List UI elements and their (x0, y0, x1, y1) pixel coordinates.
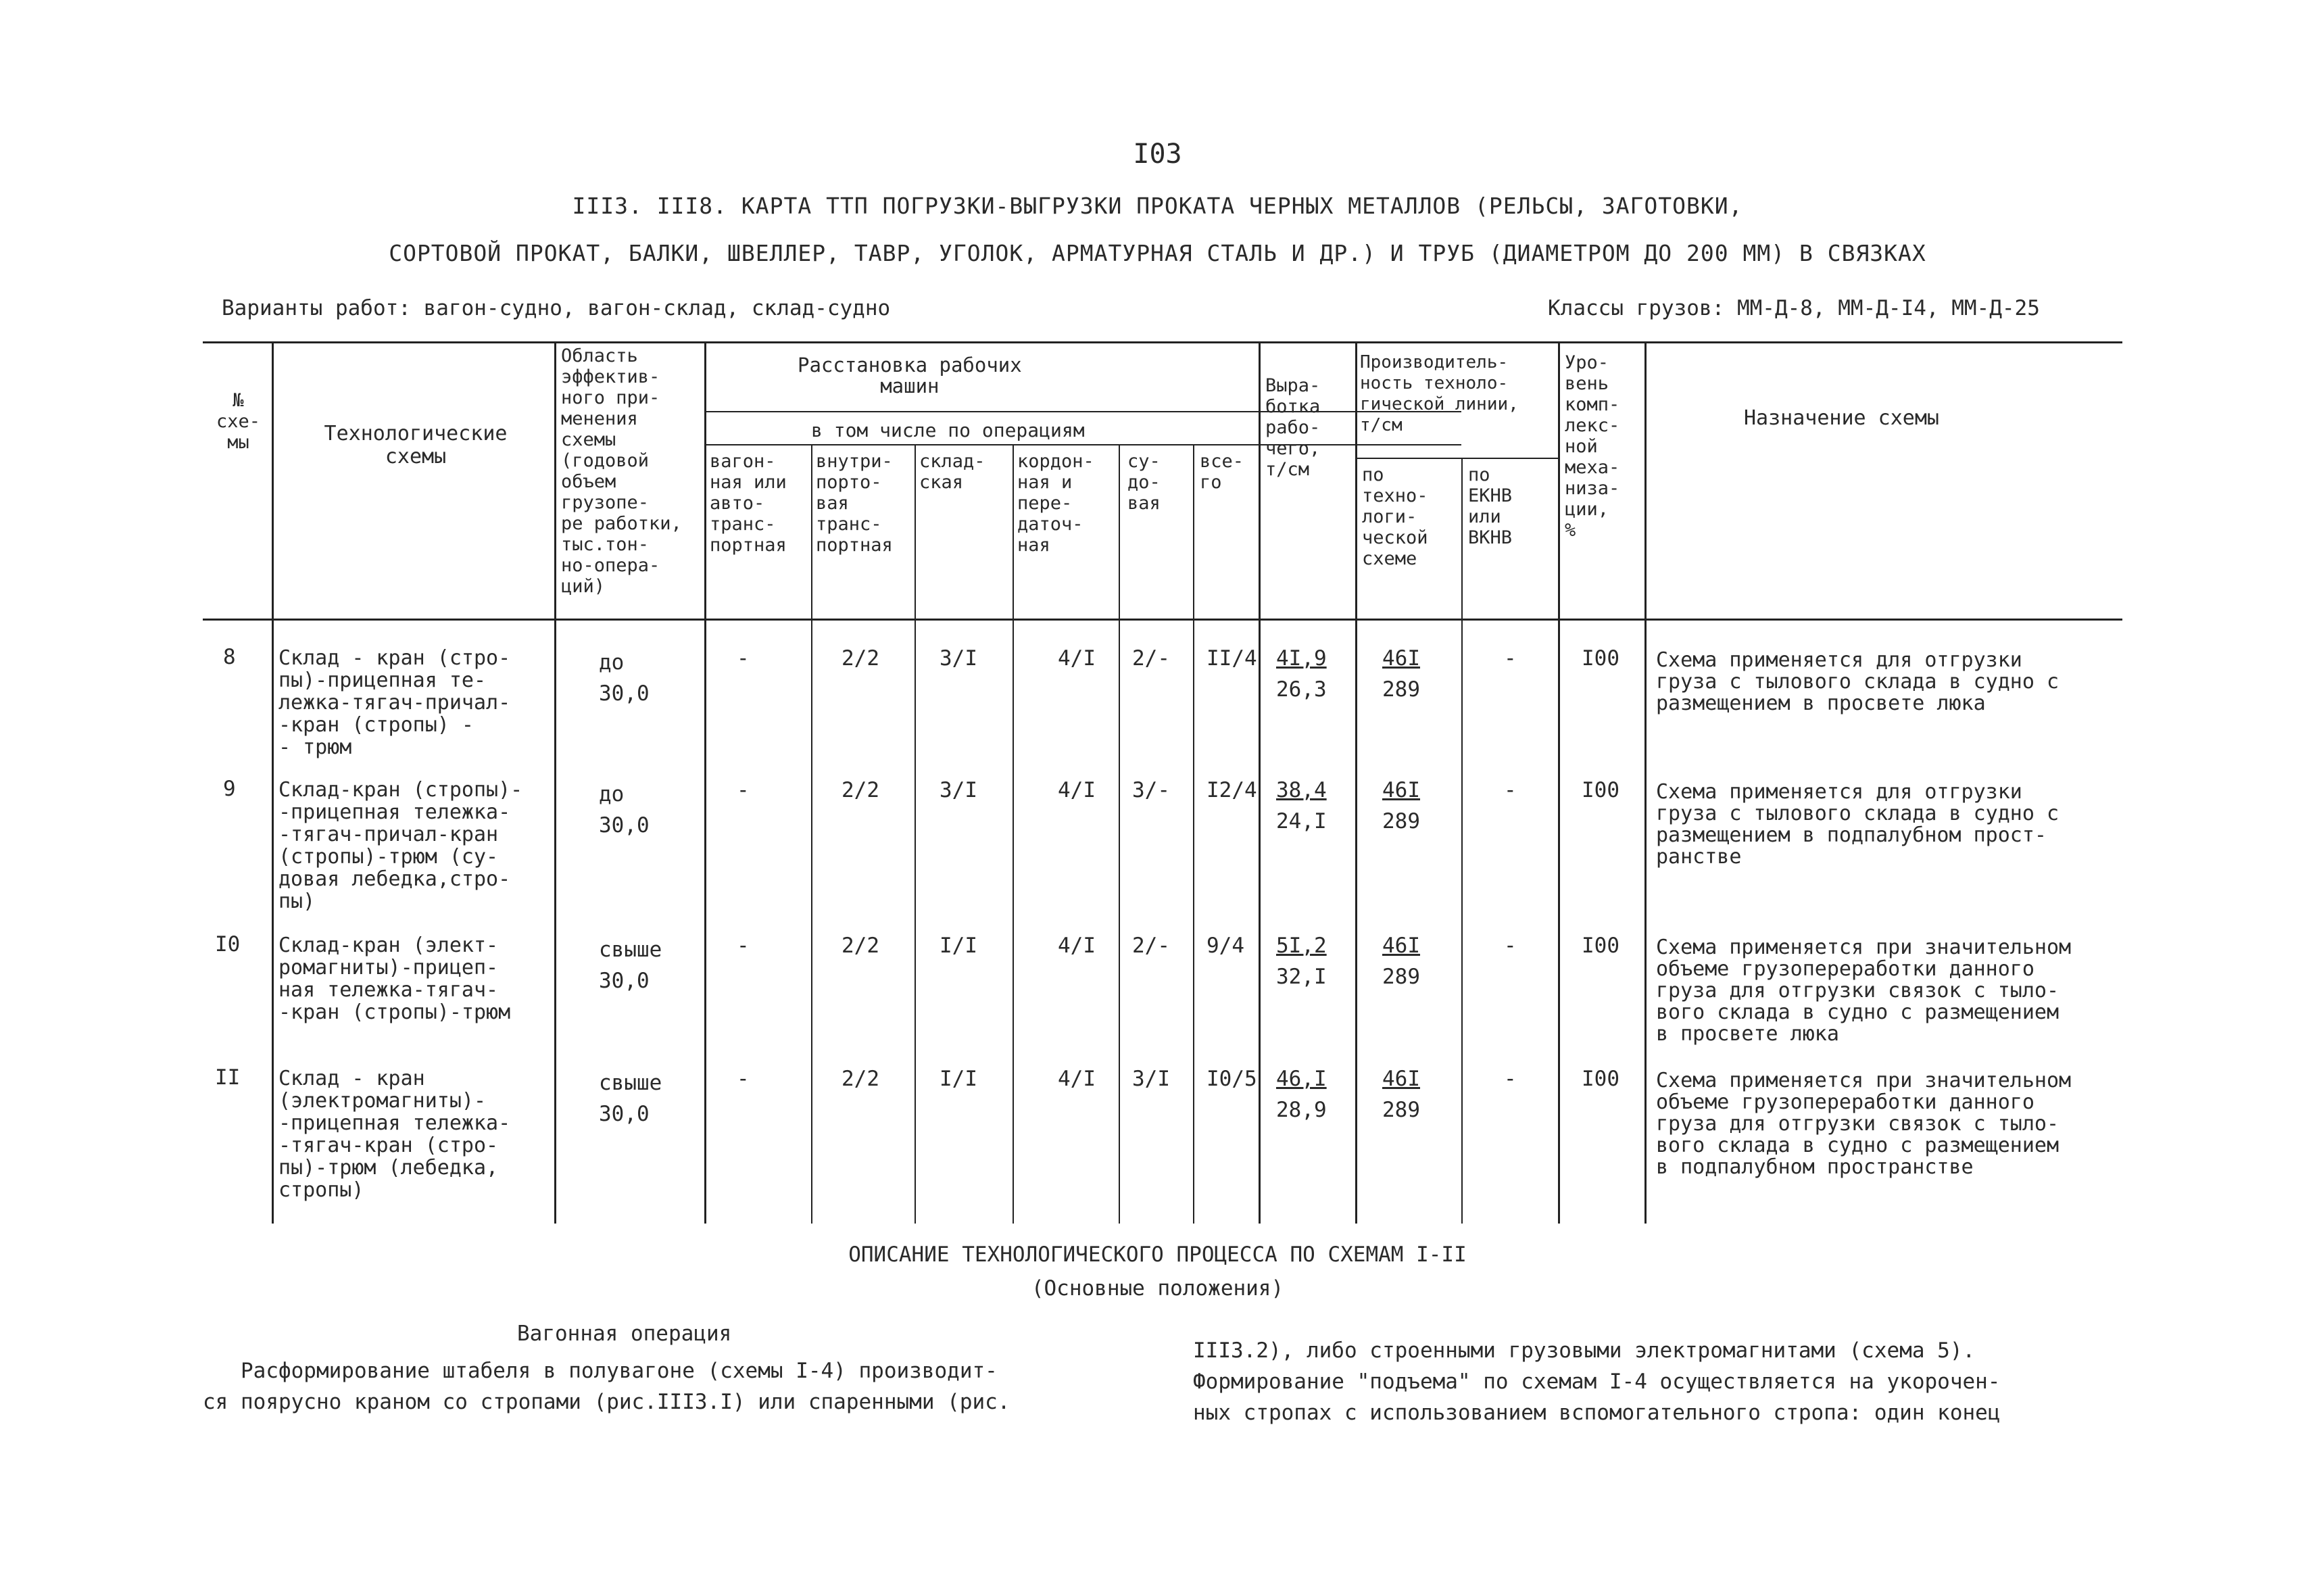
page-title-line-2: СОРТОВОЙ ПРОКАТ, БАЛКИ, ШВЕЛЛЕР, ТАВР, УГОЛОК, АРМАТУРНАЯ СТАЛЬ И ДР.) И ТРУБ (ДИАМЕТРОМ ДО 200 ММ) В СВЯЗКАХ (389, 240, 1926, 266)
col-rule-3 (704, 341, 706, 1224)
row-op-wagon: - (737, 778, 750, 802)
row-op-total: 9/4 (1207, 934, 1244, 958)
row-scheme-no: 9 (223, 777, 236, 801)
row-mech-level: I00 (1582, 778, 1619, 802)
page-number: I03 (1133, 139, 1182, 170)
col-rule-10 (1355, 341, 1357, 1224)
row-op-warehouse: I/I (940, 934, 977, 958)
row-purpose: Схема применяется для отгрузки груза с тылового склада в судно с размещением в просвете люка (1656, 648, 2060, 715)
description-subtitle: (Основные положения) (1031, 1276, 1284, 1301)
row-area: до 30,0 (599, 650, 650, 706)
row-area: до 30,0 (599, 782, 650, 838)
row-op-intraport: 2/2 (842, 1067, 879, 1091)
row-op-wagon: - (737, 934, 750, 958)
row-prod-bottom: 289 (1382, 1098, 1420, 1122)
header-op-cordon: кордон- ная и пере- даточ- ная (1017, 451, 1094, 556)
row-scheme-description: Склад-кран (элект- ромагниты)-прицеп- ная тележка-тягач- -кран (стропы)-трюм (278, 934, 511, 1024)
row-op-intraport: 2/2 (842, 778, 879, 802)
row-op-wagon: - (737, 646, 750, 671)
page-title-line-1: III3. III8. КАРТА ТТП ПОГРУЗКИ-ВЫГРУЗКИ ПРОКАТА ЧЕРНЫХ МЕТАЛЛОВ (РЕЛЬСЫ, ЗАГОТОВКИ, (572, 193, 1743, 219)
header-scheme-no: № схе- мы (216, 390, 261, 453)
col-rule-5 (915, 444, 916, 1224)
col-rule-13 (1644, 341, 1647, 1224)
col-rule-7 (1119, 444, 1120, 1224)
row-area: свыше 30,0 (599, 938, 662, 993)
header-op-warehouse: склад- ская (919, 451, 985, 493)
row-output-top: 38,4 (1276, 778, 1327, 802)
header-purpose: Назначение схемы (1744, 406, 1939, 430)
row-scheme-no: II (215, 1065, 241, 1090)
header-placement: Расстановка рабочих машин (798, 354, 1022, 397)
row-purpose: Схема применяется при значительном объеме грузопереработки данного груза для отгрузки связок с тыло- вого склада в судно с размещением в подпалубном пространстве (1656, 1069, 2072, 1179)
left-paragraph: Расформирование штабеля в полувагоне (схемы I-4) производит- ся поярусно краном со стропами (рис.III3.I) или спаренными (рис. (203, 1359, 1010, 1414)
operations-rule (704, 444, 1461, 445)
header-op-intraport: внутри- порто- вая транс- портная (816, 451, 893, 556)
header-mech-level: Уро- вень комп- лекс- ной меха- низа- ции, % (1565, 352, 1620, 541)
col-rule-1 (272, 341, 274, 1224)
row-op-warehouse: 3/I (940, 646, 977, 671)
col-rule-9 (1259, 341, 1261, 1224)
row-op-total: II/4 (1207, 646, 1257, 671)
header-prod-by-scheme: по техно- логи- ческой схеме (1362, 464, 1428, 569)
header-op-ship: су- до- вая (1127, 451, 1161, 514)
row-op-cordon: 4/I (1058, 934, 1096, 958)
col-rule-11 (1461, 458, 1463, 1224)
row-prod-top: 46I (1382, 778, 1420, 802)
row-prod-ekn: - (1504, 778, 1517, 802)
row-scheme-description: Склад - кран (электромагниты)- -прицепная тележка- -тягач-кран (стро- пы)-трюм (лебедка, стропы) (278, 1067, 511, 1202)
row-prod-bottom: 289 (1382, 965, 1420, 989)
productivity-rule (1355, 458, 1558, 459)
row-output-top: 46,I (1276, 1067, 1327, 1091)
row-prod-ekn: - (1504, 934, 1517, 958)
row-output-bottom: 32,I (1276, 965, 1327, 989)
row-purpose: Схема применяется для отгрузки груза с тылового склада в судно с размещением в подпалубном прост- ранстве (1656, 780, 2060, 869)
header-productivity: Производитель- ность техноло- гической линии, т/см (1360, 352, 1519, 435)
row-op-ship: 3/I (1132, 1067, 1170, 1091)
row-mech-level: I00 (1582, 1067, 1619, 1091)
row-output-bottom: 26,3 (1276, 677, 1327, 702)
row-prod-top: 46I (1382, 646, 1420, 671)
row-op-wagon: - (737, 1067, 750, 1091)
row-output-top: 5I,2 (1276, 934, 1327, 958)
row-op-ship: 2/- (1132, 934, 1170, 958)
row-prod-bottom: 289 (1382, 809, 1420, 833)
row-op-cordon: 4/I (1058, 646, 1096, 671)
col-rule-2 (554, 341, 556, 1224)
row-op-ship: 2/- (1132, 646, 1170, 671)
row-mech-level: I00 (1582, 934, 1619, 958)
col-rule-4 (811, 444, 812, 1224)
row-prod-ekn: - (1504, 646, 1517, 671)
row-output-bottom: 28,9 (1276, 1098, 1327, 1122)
header-tech-schemes: Технологические схемы (324, 422, 508, 468)
row-area: свыше 30,0 (599, 1071, 662, 1126)
row-op-intraport: 2/2 (842, 934, 879, 958)
schemes-table (203, 341, 2122, 1224)
row-prod-top: 46I (1382, 1067, 1420, 1091)
work-variants: Варианты работ: вагон-судно, вагон-склад, склад-судно (222, 296, 891, 320)
row-mech-level: I00 (1582, 646, 1619, 671)
row-prod-ekn: - (1504, 1067, 1517, 1091)
row-op-warehouse: I/I (940, 1067, 977, 1091)
right-paragraph: III3.2), либо строенными грузовыми электромагнитами (схема 5). Формирование "подъема" по схемам I-4 осуществляется на укорочен- ных стропах с использованием вспомогательного стропа: один конец (1193, 1338, 2001, 1425)
col-rule-12 (1558, 341, 1560, 1224)
row-op-warehouse: 3/I (940, 778, 977, 802)
placement-rule (704, 411, 1461, 412)
row-prod-bottom: 289 (1382, 677, 1420, 702)
row-purpose: Схема применяется при значительном объеме грузопереработки данного груза для отгрузки связок с тыло- вого склада в судно с размещением в просвете люка (1656, 936, 2072, 1046)
header-by-operations: в том числе по операциям (811, 419, 1085, 441)
table-top-rule (203, 341, 2122, 343)
row-scheme-no: I0 (215, 932, 241, 957)
row-output-bottom: 24,I (1276, 809, 1327, 833)
header-prod-by-ekn: по ЕКНВ или ВКНВ (1468, 464, 1513, 548)
row-op-cordon: 4/I (1058, 778, 1096, 802)
header-op-wagon: вагон- ная или авто- транс- портная (710, 451, 787, 556)
row-op-total: I2/4 (1207, 778, 1257, 802)
header-area: Область эффектив- ного при- менения схемы (годовой объем грузопе- ре работки, тыс.тон- но-опера- ций) (561, 345, 682, 597)
description-title: ОПИСАНИЕ ТЕХНОЛОГИЧЕСКОГО ПРОЦЕССА ПО СХЕМАМ I-II (848, 1242, 1467, 1267)
row-scheme-no: 8 (223, 645, 236, 669)
col-rule-8 (1193, 444, 1194, 1224)
row-op-total: I0/5 (1207, 1067, 1257, 1091)
wagon-operation-heading: Вагонная операция (517, 1322, 732, 1346)
row-scheme-description: Склад - кран (стро- пы)-прицепная те- лежка-тягач-причал- -кран (стропы) - - трюм (278, 646, 511, 759)
row-op-cordon: 4/I (1058, 1067, 1096, 1091)
row-prod-top: 46I (1382, 934, 1420, 958)
row-output-top: 4I,9 (1276, 646, 1327, 671)
row-op-intraport: 2/2 (842, 646, 879, 671)
cargo-classes: Классы грузов: ММ-Д-8, ММ-Д-I4, ММ-Д-25 (1548, 296, 2040, 320)
col-rule-6 (1013, 444, 1014, 1224)
table-header-rule (203, 619, 2122, 621)
row-op-ship: 3/- (1132, 778, 1170, 802)
row-scheme-description: Склад-кран (стропы)- -прицепная тележка- -тягач-причал-кран (стропы)-трюм (су- довая лебедка,стро- пы) (278, 778, 523, 913)
header-output: Выра- ботка рабо- чего, т/см (1265, 375, 1321, 480)
header-op-total: все- го (1200, 451, 1244, 493)
